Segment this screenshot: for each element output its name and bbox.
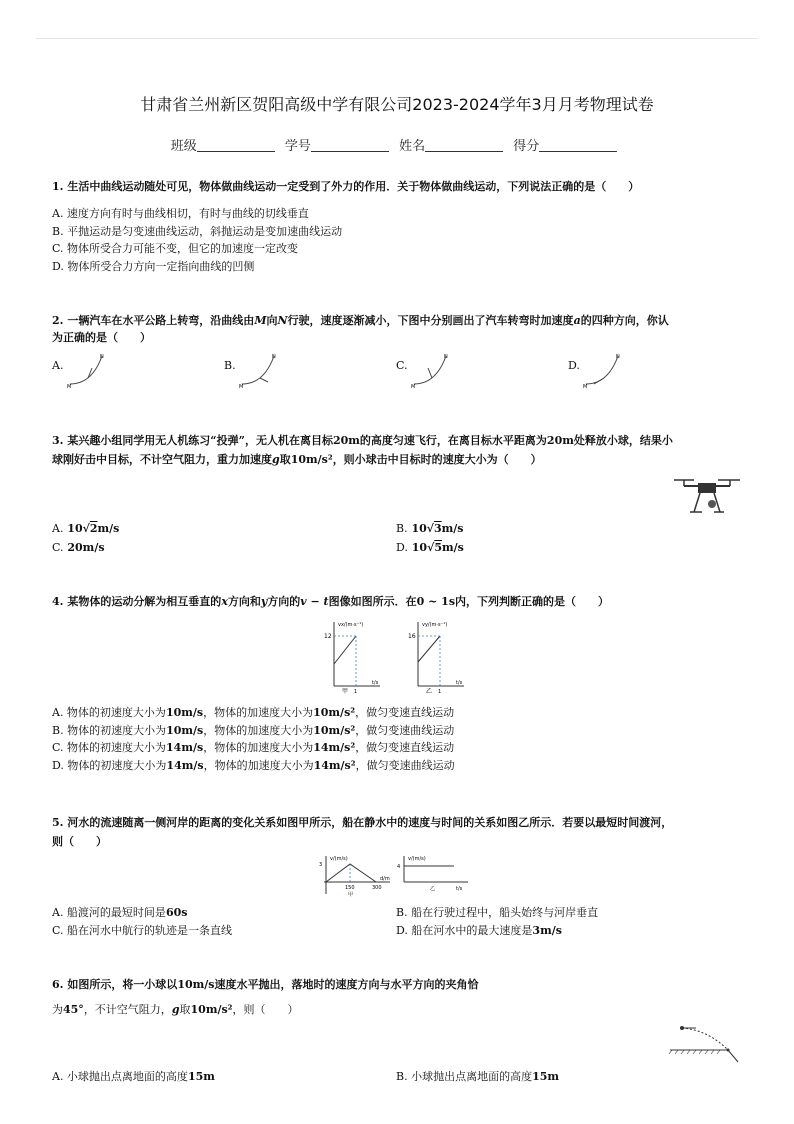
q4-yi-ylabel: vy/(m·s⁻¹) <box>422 622 448 628</box>
q5-graph-jia <box>318 852 394 898</box>
name-label: 姓名 <box>399 139 426 154</box>
name-blank[interactable] <box>425 151 503 152</box>
q5-yi-ytick: 4 <box>397 864 401 870</box>
q4-stem: 4. 某物体的运动分解为相互垂直的x方向和y方向的v − t图像如图所示．在0 ~ 1s内，下列判断正确的是（ ） <box>52 595 610 608</box>
svg-text:N: N <box>616 354 620 360</box>
q4-option-c: C. 物体的初速度大小为14m/s，物体的加速度大小为14m/s²，做匀变速直线运动 <box>52 741 455 754</box>
q6-stem-line2: 为45°，不计空气阻力，g取10m/s²，则（ ） <box>52 1003 299 1016</box>
q3-option-c: C. 20m/s <box>52 541 105 554</box>
class-blank[interactable] <box>197 151 275 152</box>
q5-jia-xtick: 150 <box>345 885 355 891</box>
q5-jia-ytick: 3 <box>319 862 323 868</box>
q2-option-b: B. <box>224 359 236 372</box>
question-6 <box>52 976 742 1018</box>
q4-option-a: A. 物体的初速度大小为10m/s，物体的加速度大小为10m/s²，做匀变速直线运动 <box>52 706 455 719</box>
q1-option-b: B. 平抛运动是匀变速曲线运动，斜抛运动是变加速曲线运动 <box>52 224 343 238</box>
q2-option-d: D. <box>568 359 580 372</box>
q5-yi-ylabel: v/(m/s) <box>408 856 426 862</box>
q5-option-d: D. 船在河水中的最大速度是3m/s <box>396 924 562 937</box>
q2-figure-b <box>238 352 282 390</box>
q5-yi-caption: 乙 <box>430 886 436 892</box>
number-label: 学号 <box>284 139 311 154</box>
q4-jia-ylabel: vx/(m·s⁻¹) <box>338 622 364 628</box>
svg-text:M: M <box>239 384 244 390</box>
q4-options <box>52 704 742 774</box>
svg-text:M: M <box>67 384 72 390</box>
q4-yi-ytick: 16 <box>408 633 416 640</box>
svg-text:N: N <box>100 354 104 360</box>
q4-graph-jia <box>318 616 388 694</box>
q3-option-a: A. 10√2m/s <box>52 522 120 535</box>
class-label: 班级 <box>170 139 197 154</box>
student-info-line <box>0 135 794 154</box>
q4-yi-xtick: 1 <box>438 689 442 694</box>
q4-jia-ytick: 12 <box>324 633 332 640</box>
q5-jia-caption: 甲 <box>348 892 354 898</box>
q3-option-b: B. 10√3m/s <box>396 522 464 535</box>
q4-jia-caption: 甲 <box>342 688 349 694</box>
question-2 <box>52 312 742 346</box>
q1-stem: 1. 生活中曲线运动随处可见，物体做曲线运动一定受到了外力的作用．关于物体做曲线运动，下列说法正确的是（ ） <box>52 180 640 193</box>
svg-text:M: M <box>583 384 588 390</box>
q5-stem-line2: 则（ ） <box>52 835 107 848</box>
q4-jia-xtick: 1 <box>354 689 358 694</box>
projectile-figure <box>668 1020 744 1068</box>
q2-option-a: A. <box>52 359 64 372</box>
q2-stem-line2: 为正确的是（ ） <box>52 331 151 344</box>
q6-option-b: B. 小球抛出点离地面的高度15m <box>396 1070 560 1083</box>
q1-option-c: C. 物体所受合力可能不变，但它的加速度一定改变 <box>52 242 299 255</box>
drone-figure <box>672 474 742 518</box>
q5-jia-xunit: d/m <box>380 876 390 882</box>
q4-option-d: D. 物体的初速度大小为14m/s，物体的加速度大小为14m/s²，做匀变速曲线运动 <box>52 758 455 772</box>
q2-figure-a <box>66 352 110 390</box>
top-divider <box>36 38 758 39</box>
page-title: 甘肃省兰州新区贺阳高级中学有限公司2023-2024学年3月月考物理试卷 <box>140 95 654 114</box>
q1-option-d: D. 物体所受合力方向一定指向曲线的凹侧 <box>52 259 255 273</box>
q5-jia-xmid: 300 <box>372 885 382 891</box>
number-blank[interactable] <box>311 151 389 152</box>
q5-option-a: A. 船渡河的最短时间是60s <box>52 906 188 919</box>
question-1 <box>52 178 742 275</box>
svg-text:N: N <box>444 354 448 360</box>
q4-option-b: B. 物体的初速度大小为10m/s，物体的加速度大小为10m/s²，做匀变速曲线运动 <box>52 723 455 737</box>
q4-yi-xunit: t/s <box>456 680 463 686</box>
q4-yi-caption: 乙 <box>426 688 433 694</box>
q1-option-a: A. 速度方向有时与曲线相切，有时与曲线的切线垂直 <box>52 207 309 220</box>
q3-stem: 3. 某兴趣小组同学用无人机练习“投弹”，无人机在离目标20m的高度匀速飞行，在离目标水平距离为20m处释放小球，结果小 <box>52 434 673 447</box>
score-label: 得分 <box>513 139 540 154</box>
q5-stem: 5. 河水的流速随离一侧河岸的距离的变化关系如图甲所示，船在静水中的速度与时间的关系如图乙所示．若要以最短时间渡河， <box>52 816 673 829</box>
q2-figure-d <box>582 352 626 390</box>
q2-stem: 2. 一辆汽车在水平公路上转弯，沿曲线由M向N行驶，速度逐渐减小，下图中分别画出了汽车转弯时加速度a的四种方向，你认 <box>52 314 669 327</box>
q3-stem-line2: 球刚好击中目标，不计空气阻力，重力加速度g取10m/s²，则小球击中目标时的速度大小为（ ） <box>52 453 542 466</box>
q2-figure-c <box>410 352 454 390</box>
q5-option-b: B. 船在行驶过程中，船头始终与河岸垂直 <box>396 906 599 919</box>
q6-stem: 6. 如图所示，将一小球以10m/s速度水平抛出，落地时的速度方向与水平方向的夹角恰 <box>52 978 479 991</box>
score-blank[interactable] <box>539 151 617 152</box>
q6-option-a: A. 小球抛出点离地面的高度15m <box>52 1070 215 1083</box>
question-3 <box>52 432 742 468</box>
question-5 <box>52 814 742 850</box>
q5-graph-yi <box>396 852 472 898</box>
svg-text:N: N <box>272 354 276 360</box>
q2-option-c: C. <box>396 359 408 372</box>
question-4 <box>52 593 742 610</box>
svg-text:M: M <box>411 384 416 390</box>
q4-graph-yi <box>402 616 472 694</box>
q5-yi-xunit: t/s <box>456 886 463 892</box>
q5-jia-ylabel: v/(m/s) <box>330 856 348 862</box>
q3-option-d: D. 10√5m/s <box>396 541 464 554</box>
q5-option-c: C. 船在河水中航行的轨迹是一条直线 <box>52 924 233 937</box>
q4-jia-xunit: t/s <box>372 680 379 686</box>
